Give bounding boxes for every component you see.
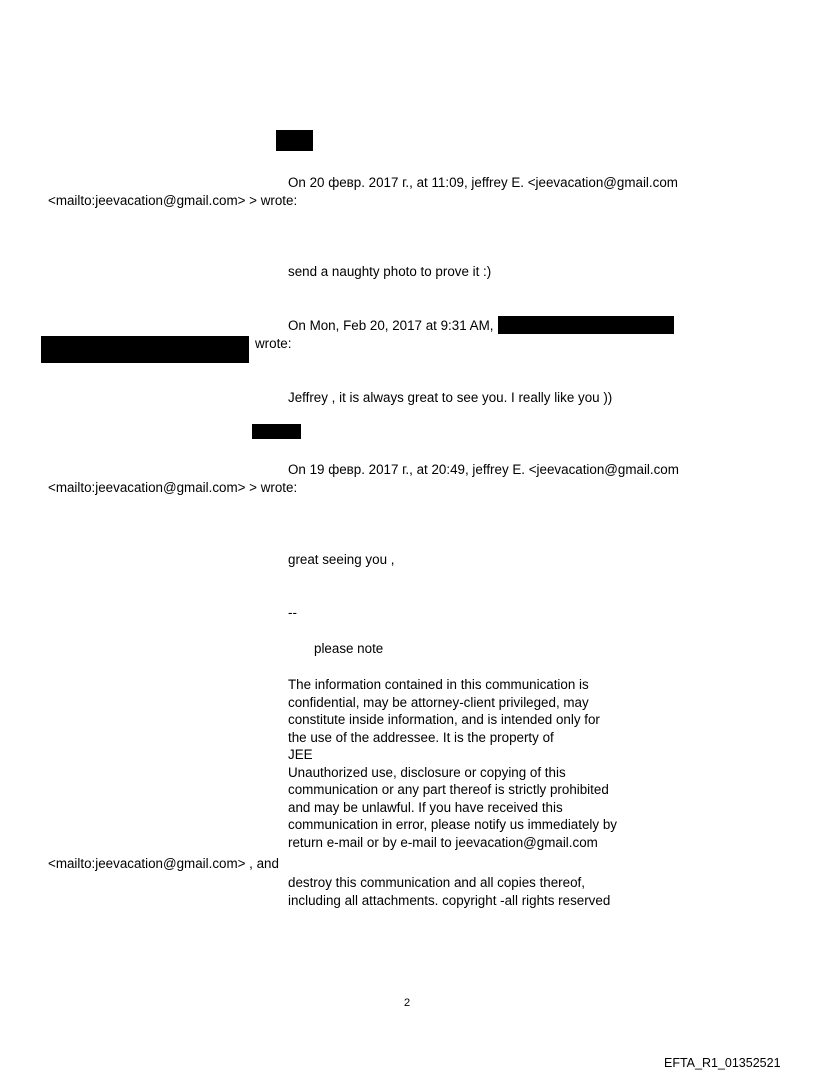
redaction-box bbox=[276, 130, 313, 151]
email-header-wrote: wrote: bbox=[255, 336, 292, 351]
disclaimer-line: including all attachments. copyright -all rights reserved bbox=[288, 892, 611, 908]
email-header-line: On 20 февр. 2017 г., at 11:09, jeffrey E. <jeevacation@gmail.com bbox=[288, 175, 678, 190]
disclaimer-line: and may be unlawful. If you have received this bbox=[288, 799, 563, 815]
redaction-box bbox=[41, 336, 249, 363]
bates-number: EFTA_R1_01352521 bbox=[664, 1056, 781, 1070]
email-body: send a naughty photo to prove it :) bbox=[288, 264, 492, 279]
email-header-mailto: <mailto:jeevacation@gmail.com> > wrote: bbox=[48, 480, 298, 495]
email-body: great seeing you , bbox=[288, 552, 395, 567]
disclaimer-line: the use of the addressee. It is the property of bbox=[288, 729, 554, 745]
redaction-box bbox=[252, 424, 301, 439]
disclaimer-line: confidential, may be attorney-client privileged, may bbox=[288, 694, 589, 710]
disclaimer-title: please note bbox=[314, 641, 384, 656]
page-number: 2 bbox=[404, 997, 411, 1009]
disclaimer-line: constitute inside information, and is intended only for bbox=[288, 712, 600, 727]
email-body: Jeffrey , it is always great to see you. I really like you )) bbox=[288, 390, 613, 405]
disclaimer-line: return e-mail or by e-mail to jeevacation@gmail.com bbox=[288, 834, 598, 850]
disclaimer-line: Unauthorized use, disclosure or copying of this bbox=[288, 764, 566, 780]
disclaimer-line: The information contained in this communication is bbox=[288, 677, 589, 692]
disclaimer-line: destroy this communication and all copies thereof, bbox=[288, 875, 585, 890]
disclaimer-line: communication in error, please notify us immediately by bbox=[288, 817, 617, 832]
disclaimer-text bbox=[288, 676, 648, 851]
disclaimer-mailto: <mailto:jeevacation@gmail.com> , and bbox=[48, 856, 279, 871]
disclaimer-closing bbox=[288, 874, 648, 909]
redaction-box bbox=[498, 316, 674, 334]
email-header-mailto: <mailto:jeevacation@gmail.com> > wrote: bbox=[48, 193, 298, 208]
email-header-line: On 19 февр. 2017 г., at 20:49, jeffrey E. <jeevacation@gmail.com bbox=[288, 462, 679, 477]
email-header-line: On Mon, Feb 20, 2017 at 9:31 AM, bbox=[288, 318, 494, 333]
signature-separator: -- bbox=[288, 605, 297, 620]
disclaimer-line: communication or any part thereof is strictly prohibited bbox=[288, 782, 609, 797]
disclaimer-line: JEE bbox=[288, 747, 313, 762]
